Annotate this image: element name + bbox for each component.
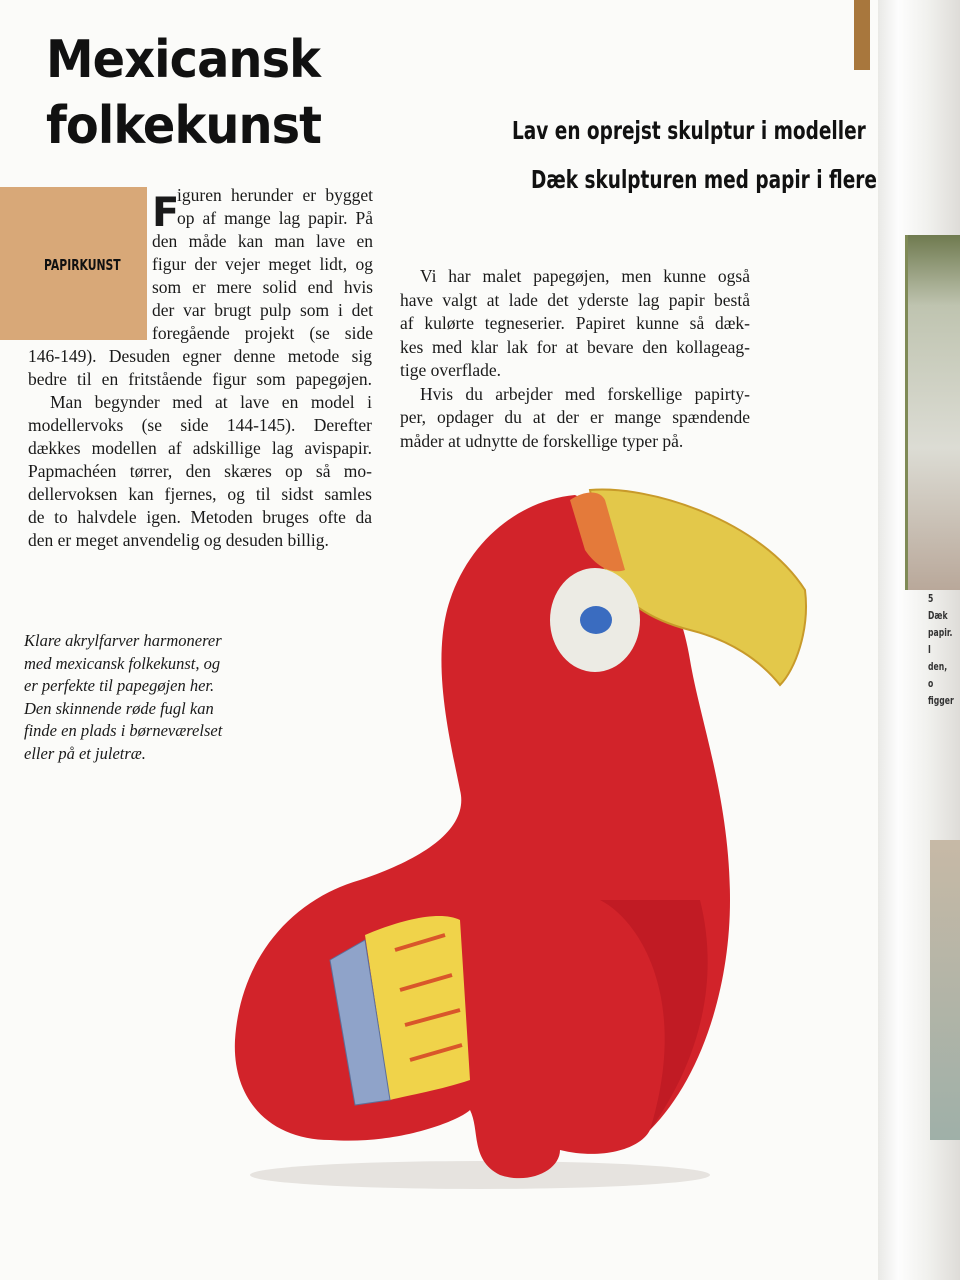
text-line: Hvis du arbejder med forskellige papirty- bbox=[420, 383, 750, 404]
fragment-line: 5 Dæk bbox=[928, 592, 948, 622]
text-line: kes med klar lak for at bevare den kollageag- bbox=[400, 336, 750, 357]
text-line: tige overflade. bbox=[400, 360, 502, 380]
page-title-line1: Mexicansk bbox=[46, 30, 321, 90]
section-label: PAPIRKUNST bbox=[44, 256, 121, 274]
text-line: den er meget anvendelig og desuden billig. bbox=[28, 530, 329, 550]
step-heading-2: Dæk skulpturen med papir i flere bbox=[531, 165, 877, 194]
text-line: modellervoks (se side 144-145). Derefter bbox=[28, 415, 372, 435]
text-line: er perfekte til papegøjen her. bbox=[24, 676, 215, 695]
text-line: som er mere solid end hvis bbox=[152, 277, 373, 297]
step-heading-1: Lav en oprejst skulptur i modeller bbox=[512, 116, 866, 145]
text-line: Man begynder med at lave en model i bbox=[50, 392, 372, 412]
text-line: figur der vejer meget lidt, og bbox=[152, 254, 373, 274]
text-line: Klare akrylfarver harmonerer bbox=[24, 631, 222, 650]
eye-iris bbox=[580, 606, 612, 634]
text-line: foregående projekt (se side bbox=[152, 323, 373, 343]
text-line: have valgt at lade det yderste lag papir bestå bbox=[400, 289, 750, 310]
text-line: de to halvdele igen. Metoden bruges ofte da bbox=[28, 507, 372, 527]
text-line: den måde kan man lave en bbox=[152, 231, 373, 251]
text-line: dækkes modellen af adskillige lag avispapir. bbox=[28, 438, 372, 458]
text-line: af kulørte tegneserier. Papiret kunne så dæk- bbox=[400, 313, 750, 333]
text-line: der var brugt pulp som i det bbox=[152, 300, 373, 320]
drop-cap: F bbox=[152, 190, 180, 236]
text-line: op af mange lag papir. På bbox=[177, 208, 373, 228]
fragment-line: papir. I bbox=[928, 626, 953, 656]
page-title-line2: folkekunst bbox=[46, 96, 322, 156]
text-line: måder at udnytte de forskellige typer på. bbox=[400, 430, 684, 451]
text-line: eller på et juletræ. bbox=[24, 743, 146, 763]
text-line: bedre til en fritstående figur som papegøjen. bbox=[28, 369, 372, 389]
text-line: 146-149). Desuden egner denne metode sig bbox=[28, 346, 372, 366]
text-line: Vi har malet papegøjen, men kunne også bbox=[420, 266, 750, 286]
text-line: Papmachéen tørrer, den skæres op så mo- bbox=[28, 461, 372, 481]
text-line: per, opdager du at der er mange spændende bbox=[400, 407, 750, 427]
text-line: med mexicansk folkekunst, og bbox=[24, 653, 221, 673]
shadow bbox=[250, 1161, 710, 1189]
text-line: iguren herunder er bygget bbox=[177, 185, 373, 205]
text-line: dellervoksen kan fjernes, og til sidst samles bbox=[28, 484, 372, 504]
fragment-line: den, o bbox=[928, 660, 948, 690]
fragment-line: figger bbox=[928, 694, 954, 707]
text-line: finde en plads i børneværelset bbox=[24, 721, 223, 740]
text-line: Den skinnende røde fugl kan bbox=[24, 698, 214, 718]
